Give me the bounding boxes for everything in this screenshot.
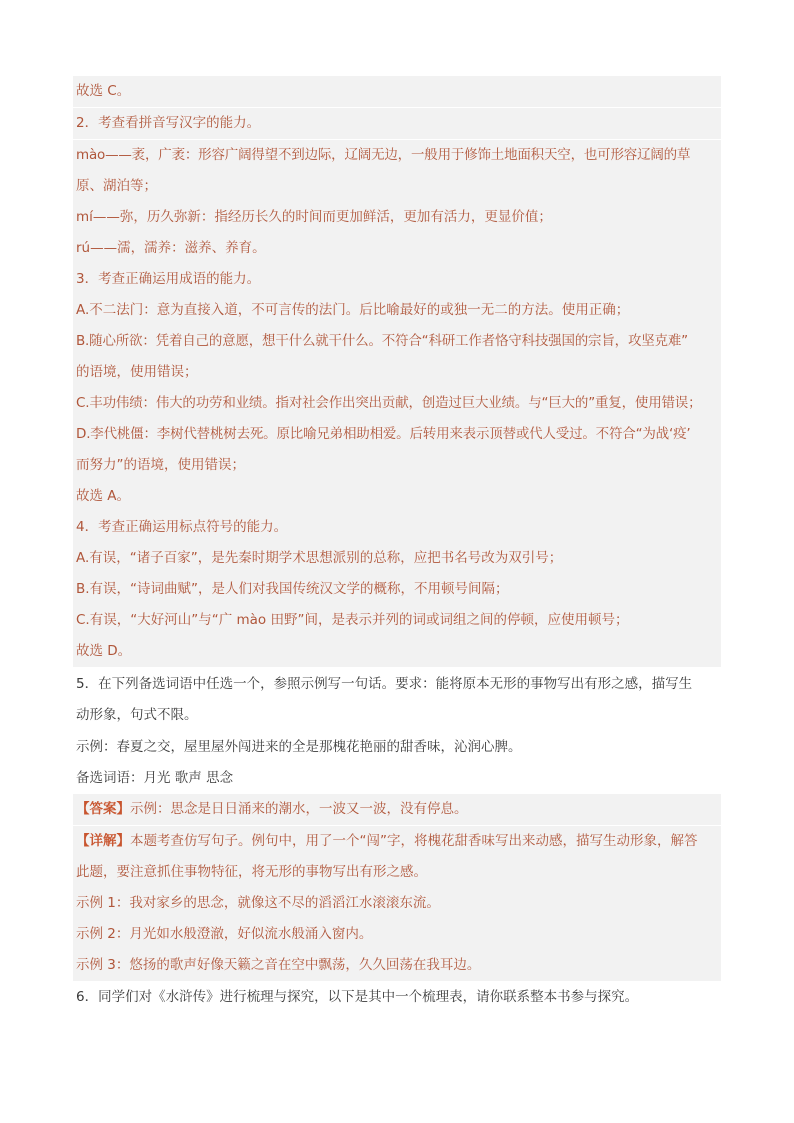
example-3: 示例 3：悠扬的歌声好像天籁之音在空中飘荡，久久回荡在我耳边。 [73,950,721,981]
explanation-line-2: 此题，要注意抓住事物特征，将无形的事物写出有形之感。 [73,857,721,888]
explanation-line-1: 【详解】本题考查仿写句子。例句中，用了一个“闯”字，将槐花甜香味写出来动感，描写生动形象，解答 [73,826,721,857]
question-5-line-2: 动形象，句式不限。 [76,707,198,723]
explanation-label: 【详解】 [76,833,130,849]
text-line-8: A.不二法门：意为直接入道，不可言传的法门。后比喻最好的或独一无二的方法。使用正确； [73,295,721,326]
text-line-16: A.有误，“诸子百家”，是先秦时期学术思想派别的总称，应把书名号改为双引号； [73,543,721,574]
text-line-7: 3．考查正确运用成语的能力。 [73,264,721,295]
text-line-1: 故选 C。 [73,76,721,107]
text-line-14: 故选 A。 [73,481,721,512]
text-line-4: 原、湖泊等； [73,171,721,202]
question-5-options: 备选词语：月光 歌声 思念 [76,770,234,786]
text-line-19: 故选 D。 [73,636,721,667]
text-line-17: B.有误，“诗词曲赋”，是人们对我国传统汉文学的概称，不用顿号间隔； [73,574,721,605]
text-line-3: mào——袤，广袤：形容广阔得望不到边际，辽阔无边，一般用于修饰土地面积天空，也可形容辽阔的草 [73,140,721,171]
text-line-2: 2．考查看拼音写汉字的能力。 [73,108,721,139]
answer-line: 【答案】示例：思念是日日涌来的潮水，一波又一波，没有停息。 [73,794,721,825]
text-line-9: B.随心所欲：凭着自己的意愿，想干什么就干什么。不符合“科研工作者恪守科技强国的宗旨，攻坚克难” [73,326,721,357]
example-2: 示例 2：月光如水般澄澈，好似流水般涌入窗内。 [73,919,721,950]
question-6: 6．同学们对《水浒传》进行梳理与探究，以下是其中一个梳理表，请你联系整本书参与探究。 [76,989,639,1005]
example-1: 示例 1：我对家乡的思念，就像这不尽的滔滔江水滚滚东流。 [73,888,721,919]
text-line-15: 4．考查正确运用标点符号的能力。 [73,512,721,543]
text-line-11: C.丰功伟绩：伟大的功劳和业绩。指对社会作出突出贡献，创造过巨大业绩。与“巨大的”重复，使用错误； [73,388,721,419]
answer-label: 【答案】 [76,801,130,817]
question-5-example: 示例：春夏之交，屋里屋外闯进来的全是那槐花艳丽的甜香味，沁润心脾。 [76,739,522,755]
text-line-13: 而努力”的语境，使用错误； [73,450,721,481]
text-line-12: D.李代桃僵：李树代替桃树去死。原比喻兄弟相助相爱。后转用来表示顶替或代人受过。不符合“为战‘疫’ [73,419,721,450]
question-5-line-1: 5．在下列备选词语中任选一个，参照示例写一句话。要求：能将原本无形的事物写出有形之感，描写生 [76,676,693,692]
text-line-18: C.有误，“大好河山”与“广 mào 田野”间，是表示并列的词或词组之间的停顿，应使用顿号； [73,605,721,636]
text-line-6: rú——濡，濡养：滋养、养育。 [73,233,721,264]
text-line-10: 的语境，使用错误； [73,357,721,388]
text-line-5: mí——弥，历久弥新：指经历长久的时间而更加鲜活，更加有活力，更显价值； [73,202,721,233]
